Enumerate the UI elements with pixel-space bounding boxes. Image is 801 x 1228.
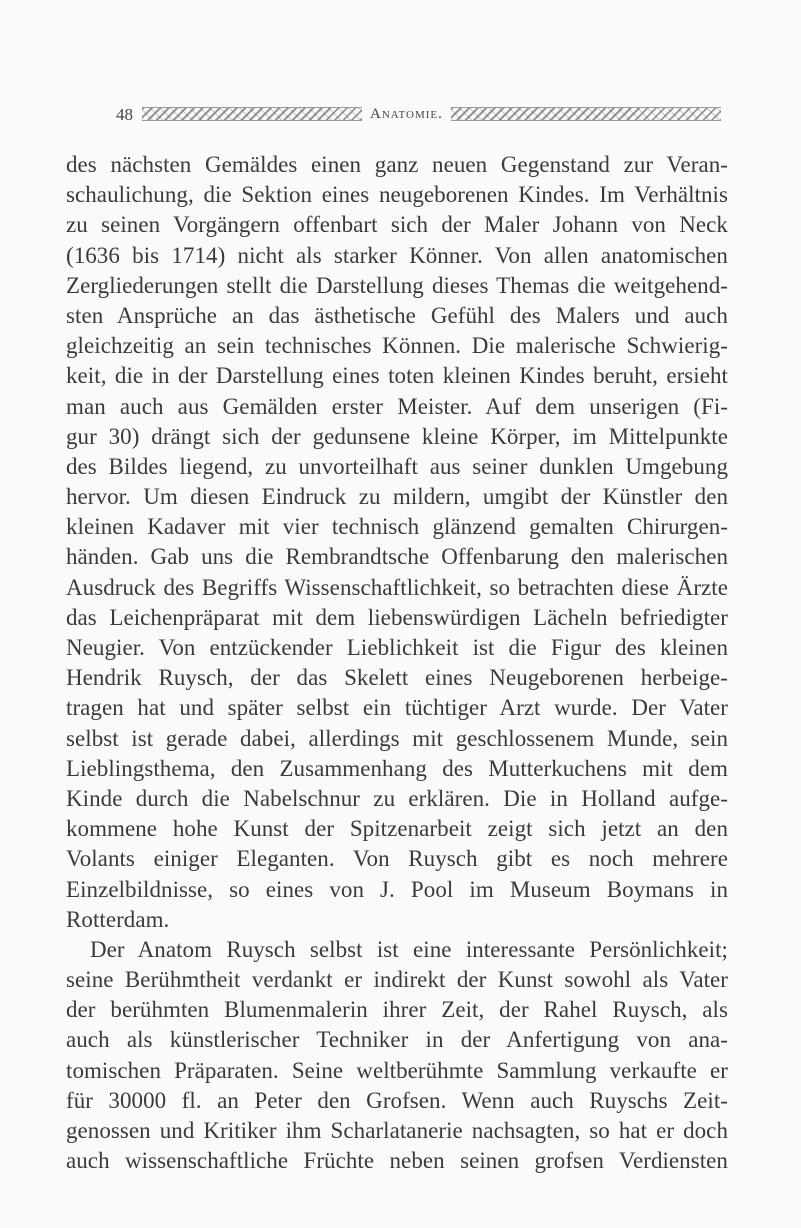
text-line: der berühmten Blumenmalerin ihrer Zeit, der Rahel Ruysch, als [66, 997, 728, 1023]
text-line: keit, die in der Darstellung eines toten kleinen Kindes beruht, ersieht [66, 363, 728, 389]
text-line: Zergliederungen stellt die Darstellung dieses Themas die weitgehend- [66, 272, 728, 298]
text-line: sten Ansprüche an das ästhetische Gefühl des Malers und auch [66, 302, 728, 328]
text-line: seine Berühmtheit verdankt er indirekt der Kunst sowohl als Vater [66, 967, 728, 993]
text-line: selbst ist gerade dabei, allerdings mit geschlossenem Munde, sein [66, 725, 728, 751]
page-header [116, 102, 706, 126]
text-line: hervor. Um diesen Eindruck zu mildern, umgibt der Künstler den [66, 484, 728, 510]
text-line: Hendrik Ruysch, der das Skelett eines Neugeborenen herbeige- [66, 665, 728, 691]
text-line: Kinde durch die Nabelschnur zu erklären. Die in Holland aufge- [66, 785, 728, 811]
text-line: Lieblingsthema, den Zusammenhang des Mutterkuchens mit dem [66, 755, 728, 781]
text-line: tomischen Präparaten. Seine weltberühmte Sammlung verkaufte er [66, 1057, 728, 1083]
text-line: Ausdruck des Begriffs Wissenschaftlichkeit, so betrachten diese Ärzte [66, 574, 728, 600]
text-line: genossen und Kritiker ihm Scharlatanerie nachsagten, so hat er doch [66, 1118, 728, 1143]
paragraph-first-line: Der Anatom Ruysch selbst ist eine interessante Persönlichkeit; [90, 936, 728, 962]
text-line: Neugier. Von entzückender Lieblichkeit ist die Figur des kleinen [66, 635, 728, 660]
running-title: Anatomie. [370, 105, 443, 122]
text-line: gur 30) drängt sich der gedunsene kleine Körper, im Mittelpunkte [66, 423, 728, 449]
page-number: 48 [116, 104, 133, 124]
text-line: Einzelbildnisse, so eines von J. Pool im Museum Boymans in [66, 876, 728, 902]
text-line: kommene hohe Kunst der Spitzenarbeit zeigt sich jetzt an den [66, 816, 728, 842]
text-line: händen. Gab uns die Rembrandtsche Offenbarung den malerischen [66, 544, 728, 570]
text-line: schaulichung, die Sektion eines neugeborenen Kindes. Im Verhältnis [66, 182, 728, 208]
text-line: zu seinen Vorgängern offenbart sich der Maler Johann von Neck [66, 212, 728, 238]
text-line: (1636 bis 1714) nicht als starker Könner. Von allen anatomischen [66, 242, 728, 268]
text-line: auch als künstlerischer Techniker in der Anfertigung von ana- [66, 1027, 728, 1053]
main-text [66, 150, 728, 1176]
text-line: kleinen Kadaver mit vier technisch glänzend gemalten Chirurgen- [66, 514, 728, 540]
text-line: des nächsten Gemäldes einen ganz neuen Gegenstand zur Veran- [66, 152, 728, 177]
text-line: für 30000 fl. an Peter den Grofsen. Wenn auch Ruyschs Zeit- [66, 1087, 728, 1113]
text-line: tragen hat und später selbst ein tüchtiger Arzt wurde. Der Vater [66, 695, 728, 721]
text-line: Volants einiger Eleganten. Von Ruysch gibt es noch mehrere [66, 846, 728, 872]
text-line: das Leichenpräparat mit dem liebenswürdigen Lächeln befriedigter [66, 604, 728, 630]
right-header-ornament [451, 107, 721, 121]
text-line: man auch aus Gemälden erster Meister. Auf dem unserigen (Fi- [66, 393, 728, 419]
text-line: des Bildes liegend, zu unvorteilhaft aus seiner dunklen Umgebung [66, 453, 728, 479]
text-line: gleichzeitig an sein technisches Können. Die malerische Schwierig- [66, 333, 728, 359]
left-header-ornament [142, 107, 362, 121]
text-line: Rotterdam. [66, 906, 170, 932]
text-line: auch wissenschaftliche Früchte neben seinen grofsen Verdiensten [66, 1148, 728, 1174]
